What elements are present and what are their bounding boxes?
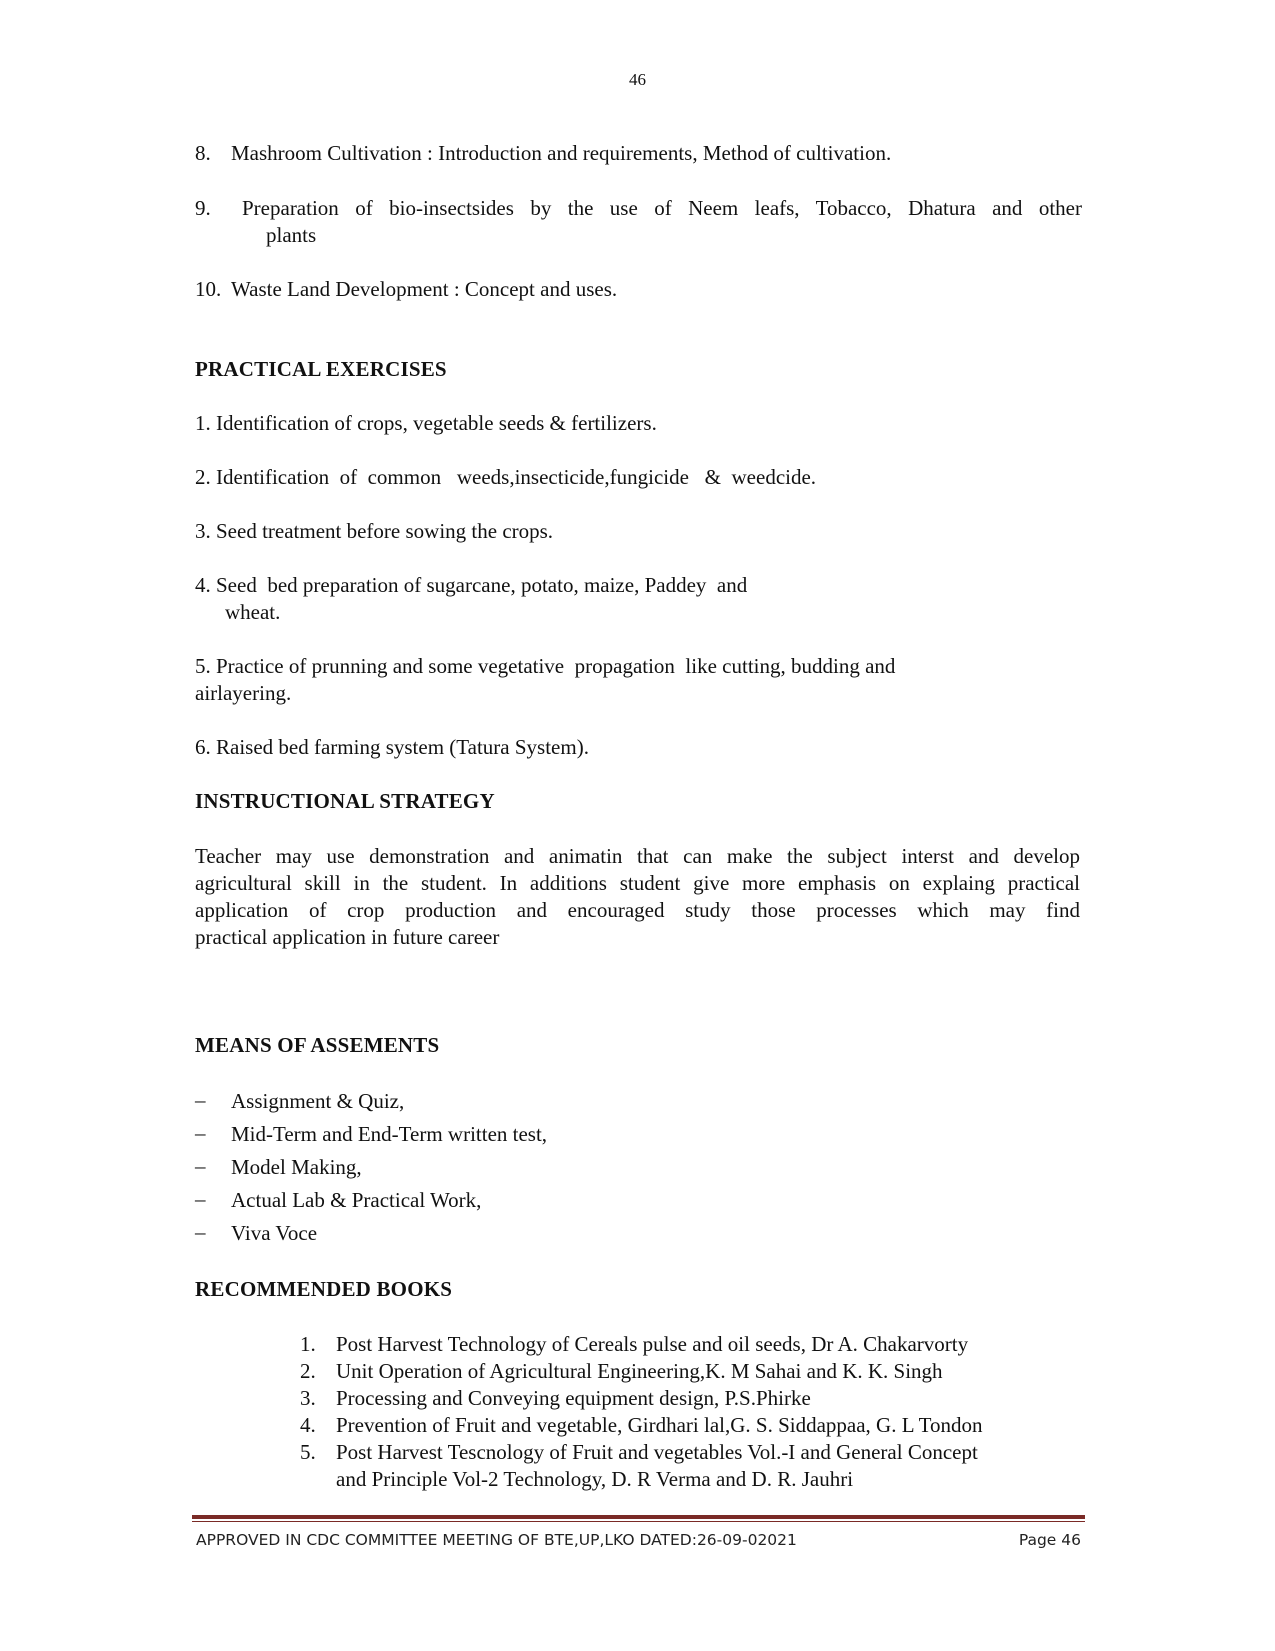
practical-item-2: 2. Identification of common weeds,insecticide,fungicide & weedcide. <box>195 465 817 489</box>
topic-9-line2: plants <box>266 223 317 247</box>
book-item: Post Harvest Tescnology of Fruit and vegetables Vol.-I and General Concept <box>336 1440 978 1464</box>
topic-10-text: Waste Land Development : Concept and uses. <box>231 277 618 301</box>
footer <box>196 1531 1081 1549</box>
practical-item-4: 4. Seed bed preparation of sugarcane, potato, maize, Paddey and <box>195 573 748 597</box>
instructional-strategy-heading: INSTRUCTIONAL STRATEGY <box>195 789 495 813</box>
assessment-item: Assignment & Quiz, <box>231 1089 405 1113</box>
page-number: 46 <box>629 70 646 89</box>
book-number: 1. <box>300 1332 316 1356</box>
assessment-item: Actual Lab & Practical Work, <box>231 1188 482 1212</box>
topic-8-text: Mashroom Cultivation : Introduction and requirements, Method of cultivation. <box>231 141 892 165</box>
book-item: Post Harvest Technology of Cereals pulse and oil seeds, Dr A. Chakarvorty <box>336 1332 969 1356</box>
recommended-books-heading: RECOMMENDED BOOKS <box>195 1277 453 1301</box>
strategy-line-4: practical application in future career <box>195 925 500 949</box>
practical-item-6: 6. Raised bed farming system (Tatura System). <box>195 735 589 759</box>
strategy-line-3: application of crop production and encouraged study those processes which may find <box>195 898 1080 922</box>
footer-rule-thin <box>192 1521 1085 1522</box>
practical-item-5: 5. Practice of prunning and some vegetative propagation like cutting, budding and <box>195 654 896 678</box>
assessment-item: Mid-Term and End-Term written test, <box>231 1122 548 1146</box>
assessment-item: Model Making, <box>231 1155 362 1179</box>
footer-rule-thick <box>192 1515 1085 1519</box>
practical-item-3: 3. Seed treatment before sowing the crops. <box>195 519 554 543</box>
practical-exercises-heading: PRACTICAL EXERCISES <box>195 357 447 381</box>
bullet-dash: – <box>195 1220 206 1244</box>
book-item: Processing and Conveying equipment design, P.S.Phirke <box>336 1386 811 1410</box>
topic-9-line1: Preparation of bio-insectsides by the use of Neem leafs, Tobacco, Dhatura and other <box>242 196 1082 220</box>
book-item: Unit Operation of Agricultural Engineering,K. M Sahai and K. K. Singh <box>336 1359 943 1383</box>
book-number: 2. <box>300 1359 316 1383</box>
footer-page-label: Page 46 <box>1018 1531 1081 1549</box>
book-item: Prevention of Fruit and vegetable, Girdhari lal,G. S. Siddappaa, G. L Tondon <box>336 1413 983 1437</box>
topic-10-number: 10. <box>195 277 222 301</box>
practical-item-1: 1. Identification of crops, vegetable seeds & fertilizers. <box>195 411 657 435</box>
strategy-line-1: Teacher may use demonstration and animatin that can make the subject interst and develop <box>195 844 1080 868</box>
strategy-line-2: agricultural skill in the student. In additions student give more emphasis on explaing practical <box>195 871 1080 895</box>
footer-approval-text: APPROVED IN CDC COMMITTEE MEETING OF BTE,UP,LKO DATED:26-09-02021 <box>196 1531 797 1549</box>
practical-item-5-cont: airlayering. <box>195 681 292 705</box>
bullet-dash: – <box>195 1187 206 1211</box>
means-of-assessment-heading: MEANS OF ASSEMENTS <box>195 1033 440 1057</box>
book-item-cont: and Principle Vol-2 Technology, D. R Verma and D. R. Jauhri <box>336 1467 854 1491</box>
book-number: 4. <box>300 1413 316 1437</box>
bullet-dash: – <box>195 1154 206 1178</box>
bullet-dash: – <box>195 1088 206 1112</box>
practical-item-4-cont: wheat. <box>225 600 281 624</box>
topic-8-number: 8. <box>195 141 211 165</box>
book-number: 3. <box>300 1386 316 1410</box>
book-number: 5. <box>300 1440 316 1464</box>
assessment-item: Viva Voce <box>231 1221 318 1245</box>
topic-9-number: 9. <box>195 196 211 220</box>
bullet-dash: – <box>195 1121 206 1145</box>
